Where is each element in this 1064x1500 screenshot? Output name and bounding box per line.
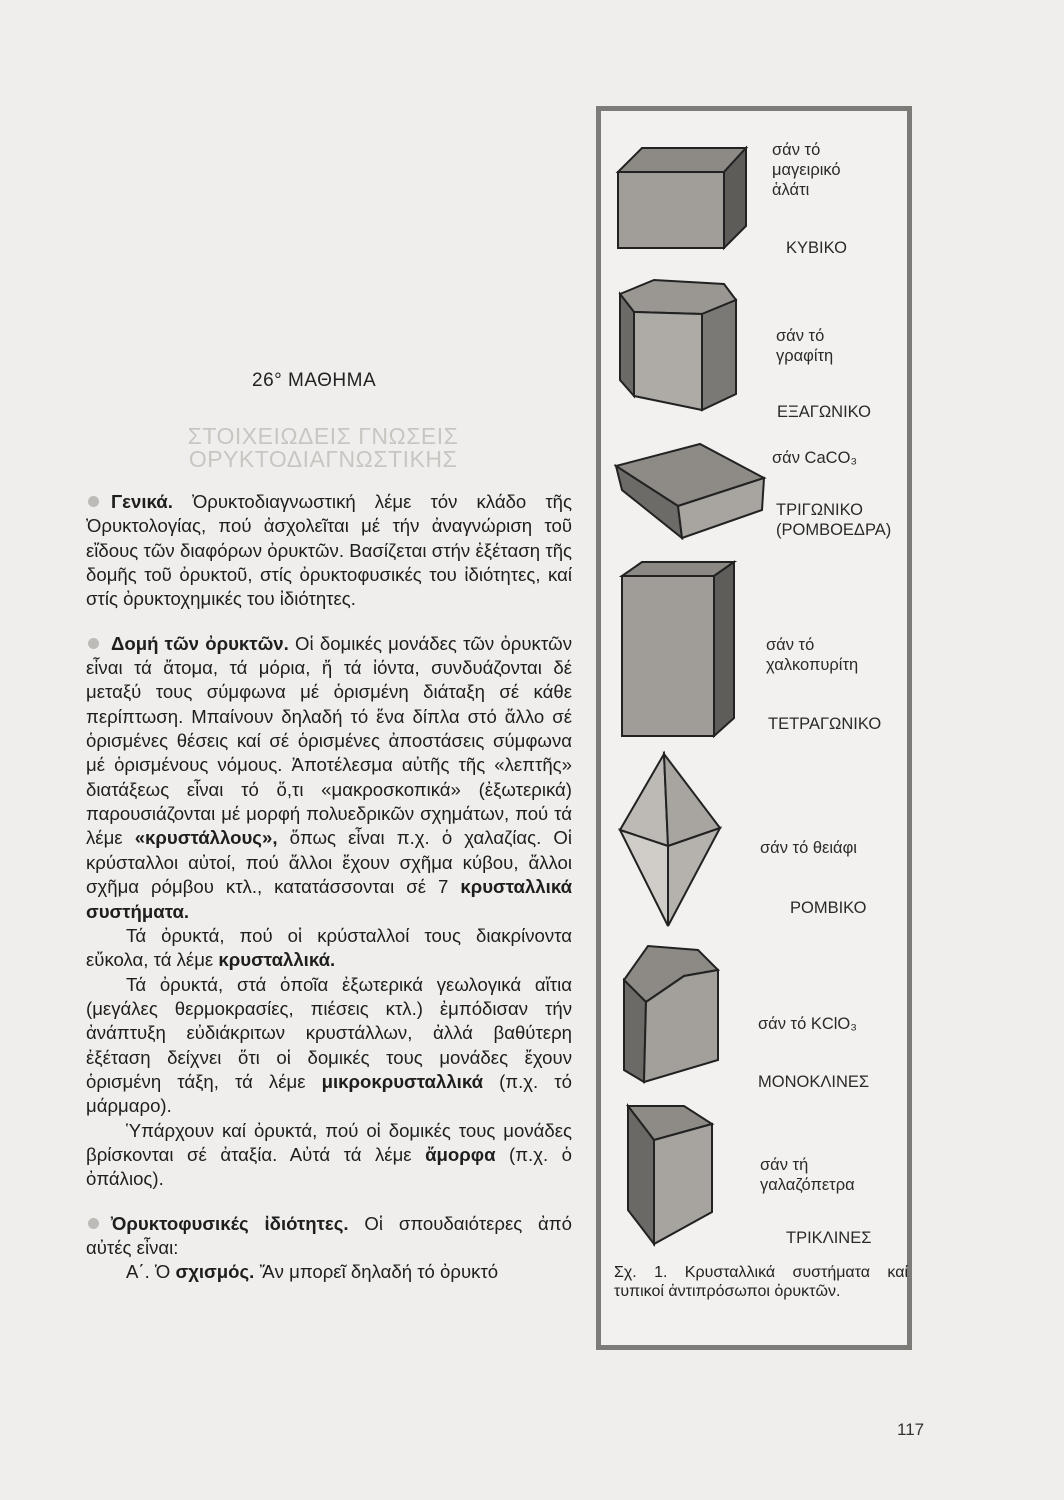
paragraph-text: Οἱ δομικές μονάδες τῶν ὀρυκτῶν εἶναι τά ἄτομα, τά μόρια, ἤ τά ἰόντα, συνδυάζονται δέ μεταξύ τους σύμφωνα μέ ὁρισμένη διάταξη σέ κάθε περίπτωση. Μπαίνουν δηλαδή τό ἕνα δίπλα στό ἄλλο σέ ὁρισμένες θέσεις καί σέ ὁρισμένες ἀποστάσεις σύμφωνα μέ ὁρισμένους νόμους. Ἀποτέλεσμα αὐτῆς τῆς «λεπτῆς» διατάξεως εἶναι τό ὅ,τι «μακροσκοπικά» (ἐξωτερικά) παρουσιάζονται μέ μορφή πολυεδρικῶν σχημάτων, πού τά λέμε [86,632,572,849]
bullet-icon [88,638,99,649]
bullet-icon [88,1218,99,1229]
paragraph-text: Οἱ σπουδαιότερες ἀπό αὐτές εἶναι: [86,1212,572,1258]
paragraph-text: (π.χ. ὁ ὀπάλιος). [86,1143,572,1190]
paragraph-cleavage [86,1260,572,1284]
bold-term: «κρυστάλλους», [134,827,278,849]
paragraph-text: Τά ὀρυκτά, πού οἱ κρύσταλλοί τους διακρίνοντα εὔκολα, τά λέμε [86,924,572,971]
orthorhombic-crystal-icon [612,750,728,930]
paragraph-text: Ἄν μπορεῖ δηλαδή τό ὀρυκτό [254,1261,499,1283]
paragraph-text: ὅπως εἶναι π.χ. ὁ χαλαζίας. Οἱ κρύσταλλοι αὐτοί, πού ἄλλοι ἔχουν σχῆμα κύβου, ἄλλοι σχῆμα ρόμβου κτλ., κατατάσσονται σέ 7 [86,827,572,898]
bold-term: σχισμός. [175,1261,255,1283]
orthorhombic-example-label: σάν τό θειάφι [760,839,857,857]
paragraph-heading: Ὀρυκτοφυσικές ἰδιότητες. [111,1212,349,1234]
faded-section-title-line-1: ΣΤΟΙΧΕΙΩΔΕΙΣ ΓΝΩΣΕΙΣ [187,423,459,449]
cubic-system-name: ΚΥΒΙΚΟ [786,239,847,257]
paragraph-microcrystalline [86,973,572,1119]
page-number: 117 [897,1420,925,1439]
hexagonal-example-label: σάν τό γραφίτη [776,327,834,365]
trigonal-example-label: σάν CaCO₃ [772,449,858,467]
tetragonal-system-name: ΤΕΤΡΑΓΩΝΙΚΟ [768,715,882,733]
paragraph-text: (π.χ. τό μάρμαρο). [86,1070,572,1117]
hexagonal-system-name: ΕΞΑΓΩΝΙΚΟ [777,403,871,421]
bold-term: ἄμορφα [425,1143,496,1165]
monoclinic-example-label: σάν τό KClO₃ [758,1015,857,1033]
main-text-column [86,490,572,1285]
paragraph-text: Ὀρυκτοδιαγνωστική λέμε τόν κλάδο τῆς Ὀρυκτολογίας, πού ἀσχολεῖται μέ τήν ἀναγνώριση τοῦ εἴδους τῶν διαφόρων ὀρυκτῶν. Βασίζεται στήν ἐξέταση τῆς δομῆς τοῦ ὀρυκτοῦ, στίς ὀρυκτοφυσικές του ἰδιότητες, καί στίς ὀρυκτοχημικές του ἰδιότητες. [86,491,572,610]
bold-term: μικροκρυσταλλικά [321,1070,484,1092]
paragraph-heading: Γενικά. [111,491,173,512]
figure-caption: Σχ. 1. Κρυσταλλικά συστήματα καί τυπικοί ἀντιπρόσωποι ὀρυκτῶν. [614,1264,908,1300]
bold-term: κρυσταλλικά. [218,949,336,971]
tetragonal-crystal-icon [618,558,742,742]
paragraph-amorphous [86,1119,572,1192]
paragraph-structure [86,632,572,924]
paragraph-crystalline [86,924,572,973]
monoclinic-crystal-icon [620,940,724,1090]
trigonal-crystal-icon [612,440,770,544]
faded-section-title-line-2: ΟΡΥΚΤΟΔΙΑΓΝΩΣΤΙΚΗΣ [188,446,458,472]
paragraph-text: Ὑπάρχουν καί ὀρυκτά, πού οἱ δομικές τους μονάδες βρίσκονται σέ ἀταξία. Αὐτά τά λέμε [86,1119,572,1165]
paragraph-heading: Δομή τῶν ὀρυκτῶν. [111,632,289,654]
lesson-number: 26° ΜΑΘΗΜΑ [252,370,377,391]
trigonal-system-name: ΤΡΙΓΩΝΙΚΟ (ΡΟΜΒΟΕΔΡΑ) [776,501,892,539]
monoclinic-system-name: ΜΟΝΟΚΛΙΝΕΣ [758,1073,870,1091]
triclinic-example-label: σάν τή γαλαζόπετρα [760,1156,855,1194]
triclinic-system-name: ΤΡΙΚΛΙΝΕΣ [786,1229,872,1247]
paragraph-text: Τά ὀρυκτά, στά ὁποῖα ἐξωτερικά γεωλογικά αἴτια (μεγάλες θερμοκρασίες, πιέσεις κτλ.) ἐμπόδισαν τήν ἀνάπτυξη εὐδιάκριτων κρυστάλλων, ἀλλά βαθύτερη ἐξέταση δείχνει ὅτι οἱ δομικές τους μονάδες ἔχουν ὁρισμένη τάξη, τά λέμε [86,973,572,1092]
hexagonal-crystal-icon [614,276,742,416]
paragraph-general [86,490,572,612]
cubic-crystal-icon [612,140,752,255]
bullet-icon [88,496,99,507]
bold-term: κρυσταλλικά συστήματα. [86,876,572,922]
tetragonal-example-label: σάν τό χαλκοπυρίτη [766,636,859,674]
triclinic-crystal-icon [624,1100,720,1248]
paragraph-text: Α΄. Ὁ [126,1261,176,1283]
orthorhombic-system-name: ΡΟΜΒΙΚΟ [790,899,867,917]
cubic-example-label: σάν τό μαγειρικό ἁλάτι [772,141,841,199]
paragraph-physical-properties [86,1212,572,1261]
